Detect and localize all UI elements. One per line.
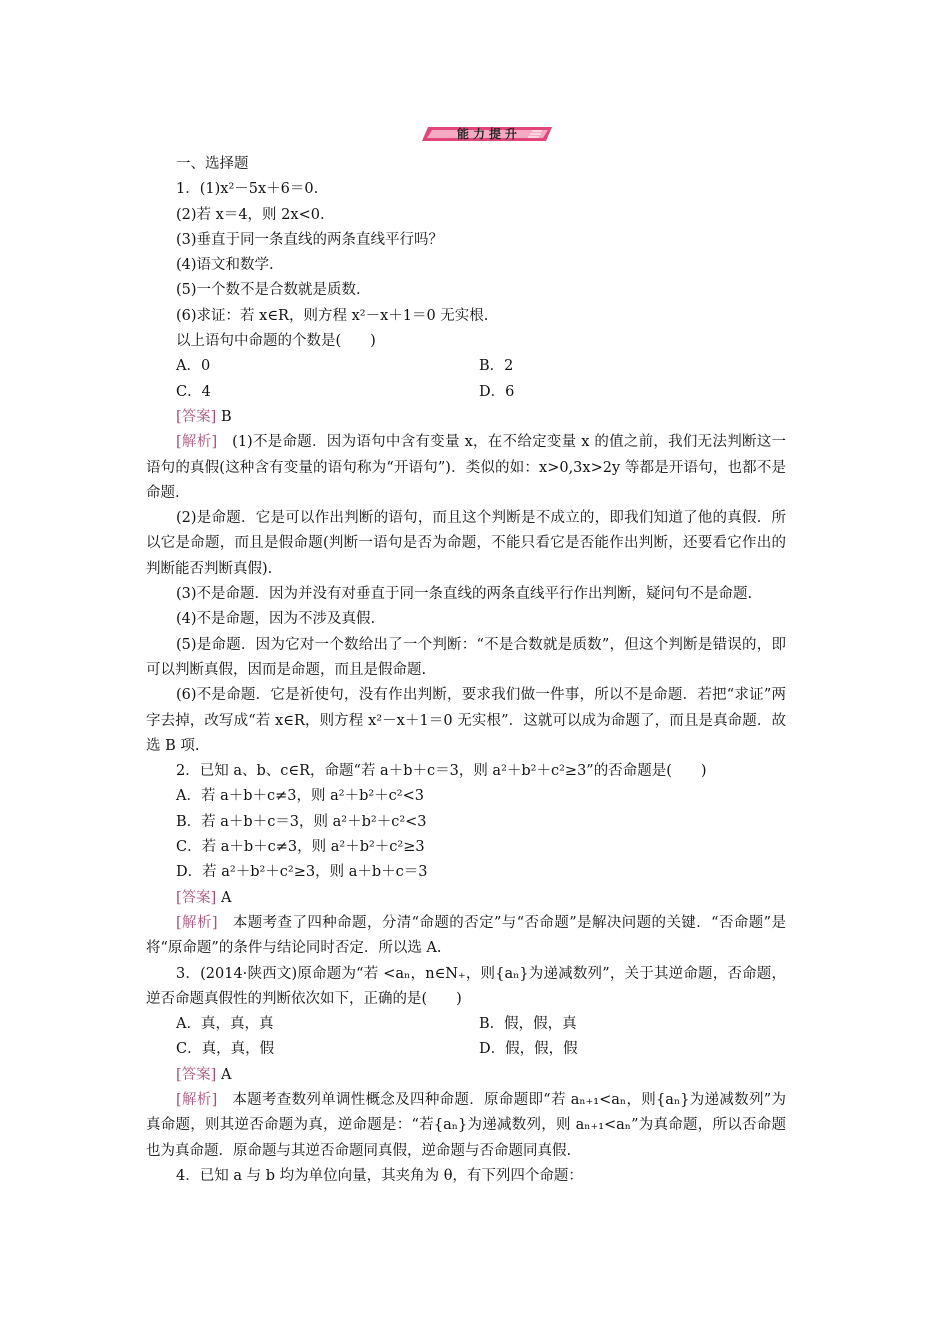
answer-tag: [答案] [176, 1066, 217, 1083]
answer-tag: [答案] [176, 408, 217, 425]
question-3 [146, 962, 786, 1164]
q3-answer [146, 1063, 786, 1088]
q1-item-1: 1．(1)x²－5x＋6＝0. [176, 181, 319, 198]
section-title: 一、选择题 [176, 156, 249, 172]
q3-options-row-1 [146, 1012, 786, 1037]
banner-title: 能力提升 [456, 127, 521, 141]
q3-answer-value: A [220, 1066, 232, 1083]
q2-answer [146, 886, 786, 911]
q1-analysis-5: (5)是命题．因为它对一个数给出了一个判断：“不是合数就是质数”，但这个判断是错误的，即可以判断真假，因而是命题，而且是假命题. [146, 636, 786, 678]
q2-answer-value: A [220, 889, 232, 906]
q1-item-3: (3)垂直于同一条直线的两条直线平行吗？ [176, 231, 444, 248]
q3-option-b: B．假，假，真 [479, 1016, 577, 1033]
section-banner [420, 124, 558, 144]
q3-option-d: D．假，假，假 [479, 1041, 578, 1058]
q3-option-c: C．真，真，假 [176, 1041, 275, 1058]
analysis-tag: [解析] [176, 1091, 218, 1108]
q4-stem: 4．已知 a 与 b 均为单位向量，其夹角为 θ，有下列四个命题： [176, 1167, 583, 1184]
q2-option-a: A．若 a＋b＋c≠3，则 a²＋b²＋c²<3 [176, 788, 424, 805]
analysis-tag: [解析] [176, 434, 218, 451]
analysis-tag: [解析] [176, 914, 218, 931]
q3-analysis-text: 本题考查数列单调性概念及四种命题．原命题即“若 aₙ₊₁<aₙ，则{aₙ}为递减数列”为真命题，则其逆否命题为真，逆命题是：“若{aₙ}为递减数列，则 aₙ₊₁<aₙ”为真命题，所以否命题也为真命题．原命题与其逆否命题同真假，逆命题与否命题同真假. [146, 1091, 786, 1159]
q2-stem: 2．已知 a、b、c∈R，命题“若 a＋b＋c＝3，则 a²＋b²＋c²≥3”的否命题是( ) [176, 763, 707, 780]
q1-option-b: B．2 [479, 358, 514, 375]
q1-analysis-6: (6)不是命题．它是祈使句，没有作出判断，要求我们做一件事，所以不是命题．若把“求证”两字去掉，改写成“若 x∈R，则方程 x²－x＋1＝0 无实根”．这就可以成为命题了，而且是真命题．故选 B 项. [146, 687, 786, 754]
q1-options-row-2 [146, 380, 786, 405]
answer-tag: [答案] [176, 889, 217, 906]
q1-analysis-2: (2)是命题．它是可以作出判断的语句，而且这个判断是不成立的，即我们知道了他的真假．所以它是命题，而且是假命题(判断一语句是否为命题，不能只看它是否能作出判断，还要看它作出的判断能否判断真假). [146, 510, 786, 577]
q3-option-a: A．真，真，真 [176, 1016, 274, 1033]
q2-option-b: B．若 a＋b＋c＝3，则 a²＋b²＋c²<3 [176, 813, 427, 830]
q1-option-d: D．6 [479, 383, 515, 400]
q3-options-row-2 [146, 1037, 786, 1062]
q1-option-a: A．0 [176, 358, 211, 375]
q1-analysis-1 [146, 430, 786, 506]
q1-analysis-4: (4)不是命题，因为不涉及真假. [176, 611, 376, 628]
q1-item-4: (4)语文和数学. [176, 257, 274, 274]
q1-answer-value: B [220, 408, 232, 425]
q3-stem: 3．(2014·陕西文)原命题为“若 <aₙ，n∈N₊，则{aₙ}为递减数列”，关于其逆命题，否命题，逆否命题真假性的判断依次如下，正确的是( ) [146, 965, 786, 1007]
q1-option-c: C．4 [176, 383, 211, 400]
q1-item-5: (5)一个数不是合数就是质数. [176, 282, 361, 299]
q1-analysis-text-1: (1)不是命题．因为语句中含有变量 x，在不给定变量 x 的值之前，我们无法判断这一语句的真假(这种含有变量的语句称为“开语句”)．类似的如：x>0,3x>2y 等都是开语句，也都不是命题. [146, 434, 787, 501]
q1-analysis-3: (3)不是命题．因为并没有对垂直于同一条直线的两条直线平行作出判断，疑问句不是命题. [176, 586, 753, 603]
question-4 [146, 1164, 786, 1189]
question-2 [146, 759, 786, 961]
q3-analysis [146, 1088, 786, 1164]
q2-option-d: D．若 a²＋b²＋c²≥3，则 a＋b＋c＝3 [176, 864, 428, 881]
q1-answer [146, 405, 786, 430]
q1-stem: 以上语句中命题的个数是( ) [176, 333, 376, 350]
q2-option-c: C．若 a＋b＋c≠3，则 a²＋b²＋c²≥3 [176, 839, 425, 856]
q1-item-6: (6)求证：若 x∈R，则方程 x²－x＋1＝0 无实根. [176, 307, 489, 324]
q1-item-2: (2)若 x＝4，则 2x<0. [176, 206, 325, 223]
q2-analysis [146, 911, 786, 962]
question-1 [146, 177, 786, 759]
document-body [146, 152, 786, 1189]
q1-options-row-1 [146, 354, 786, 379]
q2-analysis-text: 本题考查了四种命题，分清“命题的否定”与“否命题”是解决问题的关键．“否命题”是将“原命题”的条件与结论同时否定．所以选 A. [146, 914, 786, 957]
